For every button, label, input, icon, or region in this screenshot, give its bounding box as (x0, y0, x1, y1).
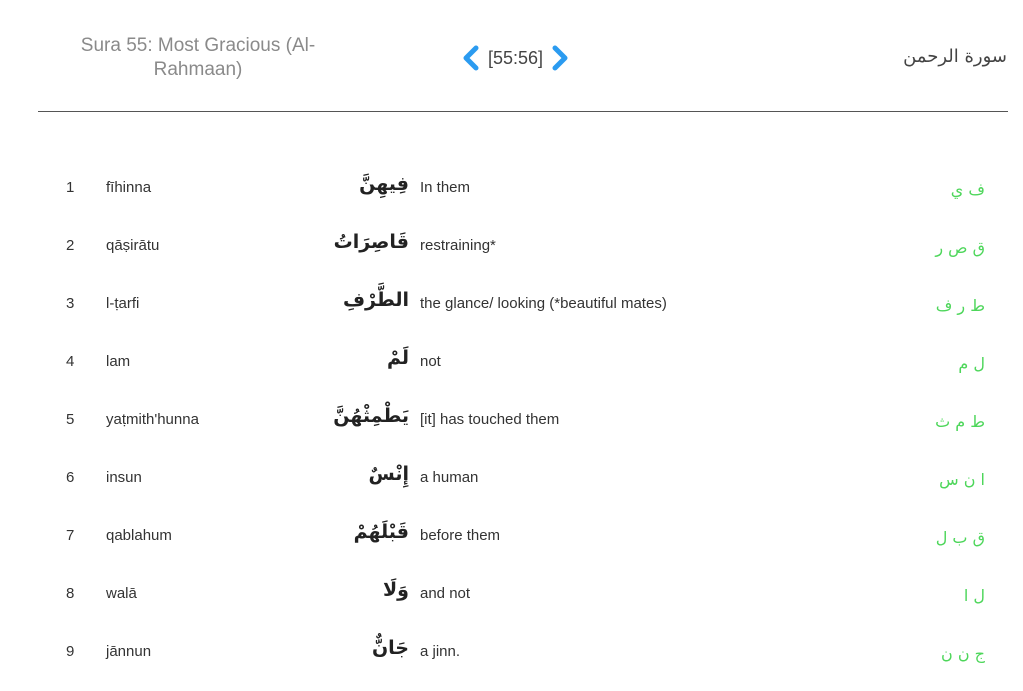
word-row[interactable] (0, 450, 1023, 508)
word-root-letters: ق ب ل (935, 528, 985, 547)
word-translation: [it] has touched them (420, 411, 560, 428)
word-arabic: يَطْمِثْهُنَّ (333, 405, 409, 427)
word-transliteration: l-ṭarfi (106, 295, 140, 312)
word-arabic: قَاصِرَاتُ (333, 231, 409, 253)
word-root-letters: ط ر ف (935, 296, 985, 315)
word-arabic: فِيهِنَّ (359, 173, 409, 195)
word-root-letters: ج ن ن (941, 644, 985, 663)
word-transliteration: jānnun (106, 643, 152, 660)
word-row[interactable] (0, 276, 1023, 334)
word-arabic: الطَّرْفِ (342, 289, 409, 311)
word-number: 3 (66, 295, 75, 312)
word-row[interactable] (0, 160, 1023, 218)
word-translation: a jinn. (420, 643, 461, 660)
word-root-letters: ق ص ر (935, 238, 985, 257)
word-translation: and not (420, 585, 471, 602)
verse-navigation (460, 43, 571, 73)
word-root-letters: ط م ث (935, 412, 985, 431)
word-transliteration: lam (106, 353, 131, 370)
word-number: 8 (66, 585, 75, 602)
word-number: 1 (66, 179, 75, 196)
word-number: 9 (66, 643, 75, 660)
word-number: 4 (66, 353, 75, 370)
word-arabic: جَانٌّ (371, 637, 409, 659)
word-translation: In them (420, 179, 471, 196)
word-row[interactable] (0, 392, 1023, 450)
word-row[interactable] (0, 566, 1023, 624)
sura-title: Sura 55: Most Gracious (Al-Rahmaan) (80, 35, 316, 80)
word-translation: a human (420, 469, 479, 486)
word-number: 7 (66, 527, 75, 544)
word-transliteration: yaṭmith'hunna (106, 411, 199, 428)
word-arabic: وَلَا (383, 579, 409, 601)
word-transliteration: qablahum (106, 527, 172, 544)
chevron-right-icon (551, 45, 569, 71)
word-transliteration: insun (106, 469, 142, 486)
next-verse-button[interactable] (549, 43, 571, 73)
word-row[interactable] (0, 334, 1023, 392)
word-root-letters: ل ا (963, 586, 985, 605)
chevron-left-icon (462, 45, 480, 71)
word-translation: not (420, 353, 441, 370)
word-translation: before them (420, 527, 501, 544)
word-row[interactable] (0, 508, 1023, 566)
word-transliteration: qāṣirātu (106, 237, 160, 254)
word-transliteration: fīhinna (106, 179, 152, 196)
word-translation: the glance/ looking (*beautiful mates) (420, 295, 667, 312)
word-number: 6 (66, 469, 75, 486)
arabic-sura-title: سورة الرحمن (903, 46, 1007, 67)
word-number: 5 (66, 411, 75, 428)
word-transliteration: walā (106, 585, 137, 602)
word-arabic: قَبْلَهُمْ (353, 521, 409, 543)
header-divider (38, 111, 1008, 112)
word-root-letters: ا ن س (939, 470, 985, 489)
page-header (0, 0, 1023, 112)
previous-verse-button[interactable] (460, 43, 482, 73)
word-root-letters: ل م (958, 354, 985, 373)
word-root-letters: ف ي (950, 180, 985, 199)
word-number: 2 (66, 237, 75, 254)
word-arabic: إِنْسٌ (368, 463, 409, 485)
verse-reference: [55:56] (488, 47, 544, 68)
word-row[interactable] (0, 624, 1023, 682)
word-row[interactable] (0, 218, 1023, 276)
word-list (0, 160, 1023, 682)
word-arabic: لَمْ (386, 347, 409, 369)
word-translation: restraining* (420, 237, 496, 254)
